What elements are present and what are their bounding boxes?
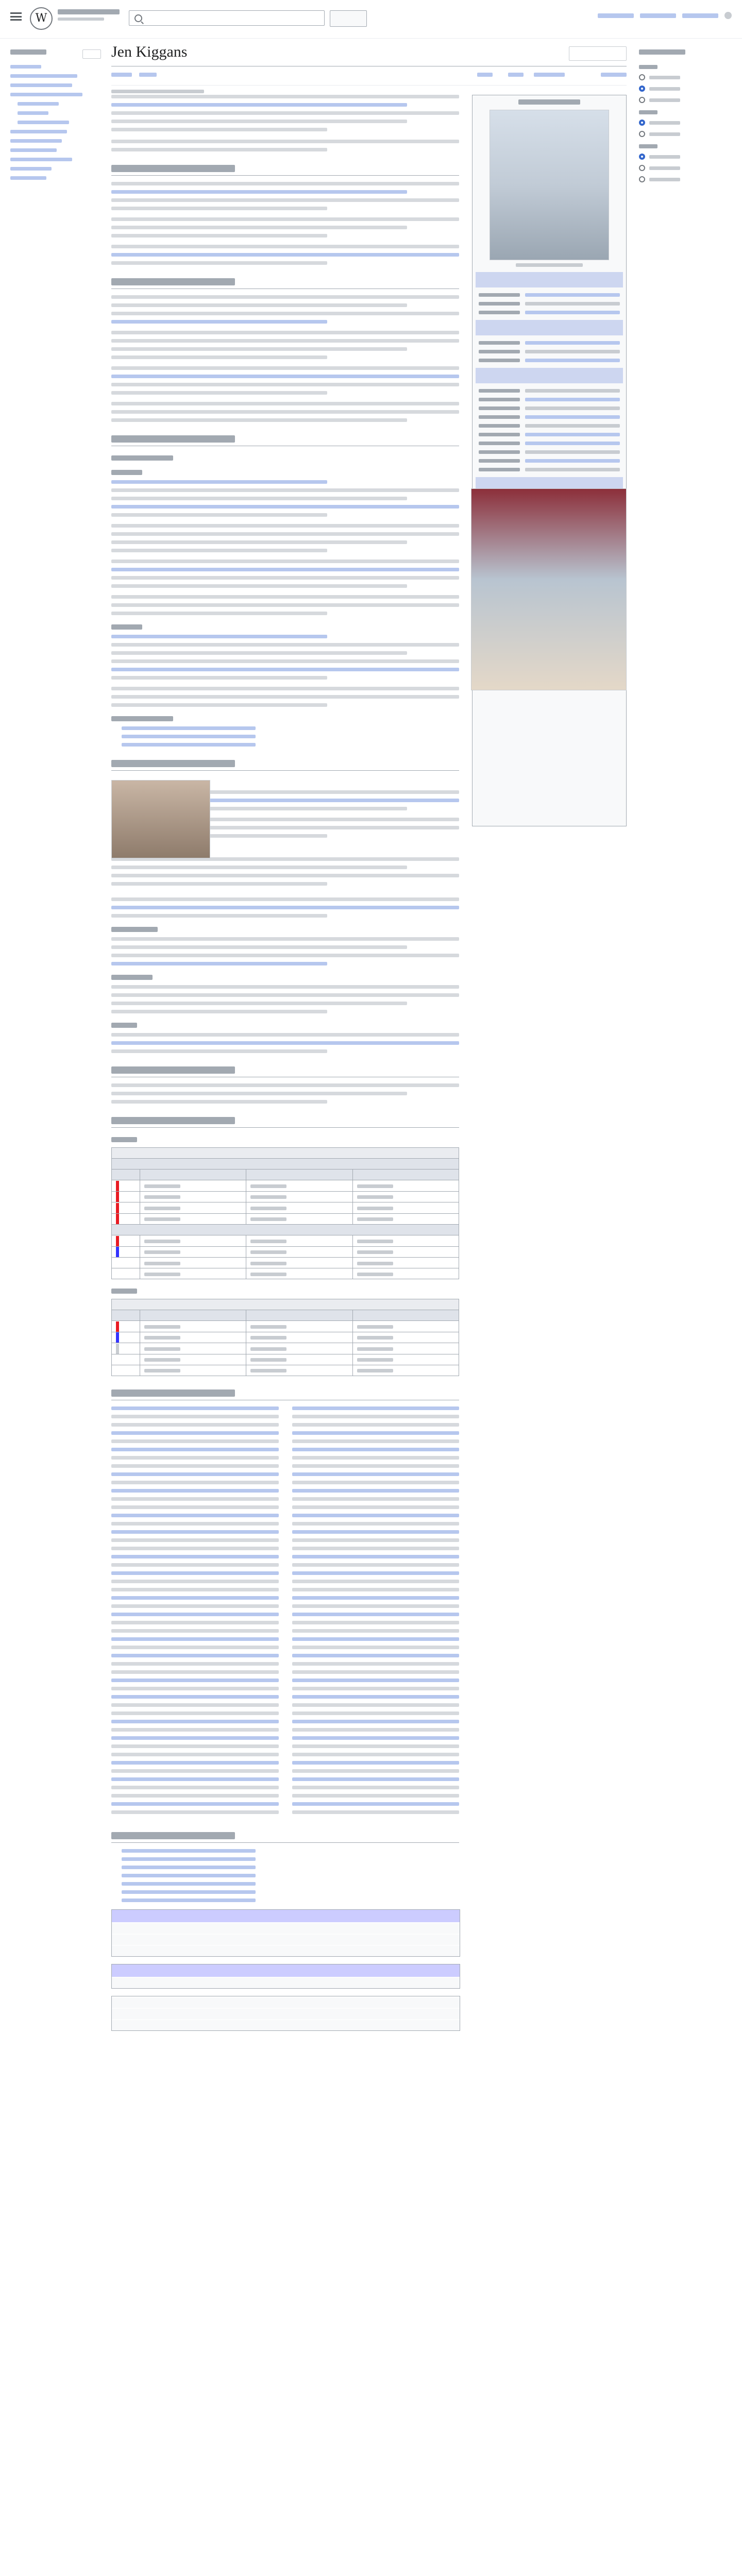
toc-item[interactable] <box>10 74 77 78</box>
toc-subitem[interactable] <box>18 121 69 124</box>
table-row <box>112 1202 459 1214</box>
categories-box <box>111 1996 460 2031</box>
external-link[interactable] <box>122 1890 256 1894</box>
infobox-row <box>473 448 626 456</box>
table-of-contents <box>10 49 101 554</box>
section-divider <box>111 1842 459 1843</box>
infobox <box>472 95 627 826</box>
external-link[interactable] <box>122 1857 256 1861</box>
infobox-row <box>473 356 626 365</box>
more-options-icon[interactable] <box>724 12 732 19</box>
appearance-heading <box>639 49 685 55</box>
create-account-link[interactable] <box>640 13 676 18</box>
table-caption <box>112 1299 459 1310</box>
external-link[interactable] <box>122 1849 256 1853</box>
table-caption <box>112 1148 459 1159</box>
toc-heading <box>10 49 46 55</box>
color-option[interactable] <box>639 165 730 171</box>
lead-paragraph <box>111 103 407 107</box>
section-heading <box>111 1832 235 1839</box>
election-results-table <box>111 1147 459 1279</box>
width-option[interactable] <box>639 120 730 126</box>
text-size-option[interactable] <box>639 74 730 80</box>
title-bar <box>111 41 627 66</box>
search-input[interactable] <box>129 10 325 26</box>
references-list <box>111 1406 459 1819</box>
languages-button[interactable] <box>569 46 627 61</box>
site-wordmark[interactable] <box>58 9 120 14</box>
infobox-row <box>473 299 626 308</box>
section-heading <box>111 1117 235 1124</box>
hatnote <box>111 480 327 484</box>
table-row <box>112 1268 459 1279</box>
toc-item[interactable] <box>10 167 52 171</box>
navbox <box>111 1909 460 1957</box>
section-divider <box>111 770 459 771</box>
tab-edit[interactable] <box>508 73 524 77</box>
external-link[interactable] <box>122 1874 256 1877</box>
infobox-section-header <box>476 368 623 383</box>
lead-paragraph <box>111 95 459 98</box>
table-row <box>112 1321 459 1332</box>
external-link[interactable] <box>122 1866 256 1869</box>
toc-item[interactable] <box>10 158 72 161</box>
table-row <box>112 1354 459 1365</box>
infobox-row <box>473 421 626 430</box>
subsection-heading <box>111 1137 137 1142</box>
lead-paragraph <box>111 148 327 151</box>
lead-paragraph <box>111 120 407 123</box>
lead-paragraph <box>111 111 459 115</box>
main-content <box>111 41 627 2576</box>
infobox-row <box>473 413 626 421</box>
toc-item[interactable] <box>10 139 62 143</box>
from-wikipedia-tagline <box>111 90 204 93</box>
personal-tools <box>598 13 732 19</box>
infobox-row <box>473 347 626 356</box>
toc-item[interactable] <box>10 130 67 133</box>
toc-hide-button[interactable] <box>82 49 101 59</box>
subsection-heading <box>111 455 173 461</box>
navbox-title[interactable] <box>112 1964 460 1977</box>
table-subheader <box>112 1159 459 1170</box>
toc-subitem[interactable] <box>18 102 59 106</box>
appearance-panel <box>639 49 730 276</box>
color-option[interactable] <box>639 176 730 182</box>
infobox-office-header <box>476 272 623 287</box>
toc-item[interactable] <box>10 93 82 96</box>
text-size-option[interactable] <box>639 97 730 103</box>
table-subheader <box>112 1225 459 1235</box>
page-title: Jen Kiggans <box>111 43 188 60</box>
election-results-table <box>111 1299 459 1376</box>
site-tagline-mark <box>58 18 104 21</box>
site-header <box>0 0 742 39</box>
search-icon <box>134 14 142 22</box>
site-logo[interactable]: W <box>30 7 53 30</box>
navbox-title[interactable] <box>112 1910 460 1922</box>
tab-read[interactable] <box>477 73 493 77</box>
appearance-width-label <box>639 110 657 114</box>
subsection-heading <box>111 1023 137 1028</box>
toc-subitem[interactable] <box>18 111 48 115</box>
section-heading <box>111 165 235 172</box>
navbox <box>111 1964 460 1989</box>
appearance-text-label <box>639 65 657 69</box>
width-option[interactable] <box>639 131 730 137</box>
lead-paragraph <box>111 128 327 131</box>
toc-item[interactable] <box>10 65 41 69</box>
section-divider <box>111 1127 459 1128</box>
external-link[interactable] <box>122 1899 256 1902</box>
section-heading <box>111 1389 235 1397</box>
infobox-office-header <box>476 320 623 335</box>
page-tabs <box>111 66 627 86</box>
hatnote <box>111 635 327 638</box>
subsection-heading <box>111 716 173 721</box>
section-heading <box>111 435 235 443</box>
list-item[interactable] <box>122 726 256 730</box>
infobox-caption <box>516 263 583 267</box>
log-in-link[interactable] <box>682 13 718 18</box>
tab-talk[interactable] <box>139 73 157 77</box>
list-item[interactable] <box>122 735 256 738</box>
subsection-heading <box>111 470 142 475</box>
infobox-row <box>473 439 626 448</box>
infobox-row <box>473 430 626 439</box>
table-row <box>112 1258 459 1268</box>
infobox-row <box>473 386 626 395</box>
subsection-heading <box>111 624 142 630</box>
text-size-option[interactable] <box>639 86 730 92</box>
color-option[interactable] <box>639 154 730 160</box>
toc-item[interactable] <box>10 148 57 152</box>
infobox-row <box>473 395 626 404</box>
lead-paragraph <box>111 140 459 143</box>
infobox-row <box>473 338 626 347</box>
section-divider <box>111 175 459 176</box>
section-heading <box>111 760 235 767</box>
infobox-portrait[interactable] <box>490 110 609 260</box>
table-row <box>112 1365 459 1376</box>
table-row <box>112 1343 459 1354</box>
infobox-row <box>473 465 626 474</box>
appearance-color-label <box>639 144 657 148</box>
tab-article[interactable] <box>111 73 132 77</box>
section-heading <box>111 1066 235 1074</box>
table-row <box>112 1246 459 1258</box>
list-item[interactable] <box>122 743 256 747</box>
tab-view-history[interactable] <box>534 73 565 77</box>
subsection-heading <box>111 1289 137 1294</box>
infobox-row <box>473 308 626 317</box>
subsection-heading <box>111 927 158 932</box>
table-row <box>112 1235 459 1247</box>
toc-item[interactable] <box>10 83 72 87</box>
main-menu-icon[interactable] <box>10 12 22 21</box>
table-row <box>112 1191 459 1202</box>
search-button[interactable] <box>330 10 367 27</box>
tools-menu[interactable] <box>601 73 627 77</box>
infobox-row <box>473 404 626 413</box>
donate-link[interactable] <box>598 13 634 18</box>
external-link[interactable] <box>122 1882 256 1886</box>
toc-item[interactable] <box>10 176 46 180</box>
article-side-image[interactable] <box>471 488 627 690</box>
table-row <box>112 1332 459 1343</box>
infobox-row <box>473 291 626 299</box>
article-inline-image[interactable] <box>111 780 210 858</box>
table-row <box>112 1213 459 1225</box>
subsection-heading <box>111 975 153 980</box>
infobox-title <box>518 99 580 105</box>
article-body <box>111 95 459 2031</box>
section-heading <box>111 278 235 285</box>
table-row <box>112 1180 459 1192</box>
infobox-row <box>473 456 626 465</box>
